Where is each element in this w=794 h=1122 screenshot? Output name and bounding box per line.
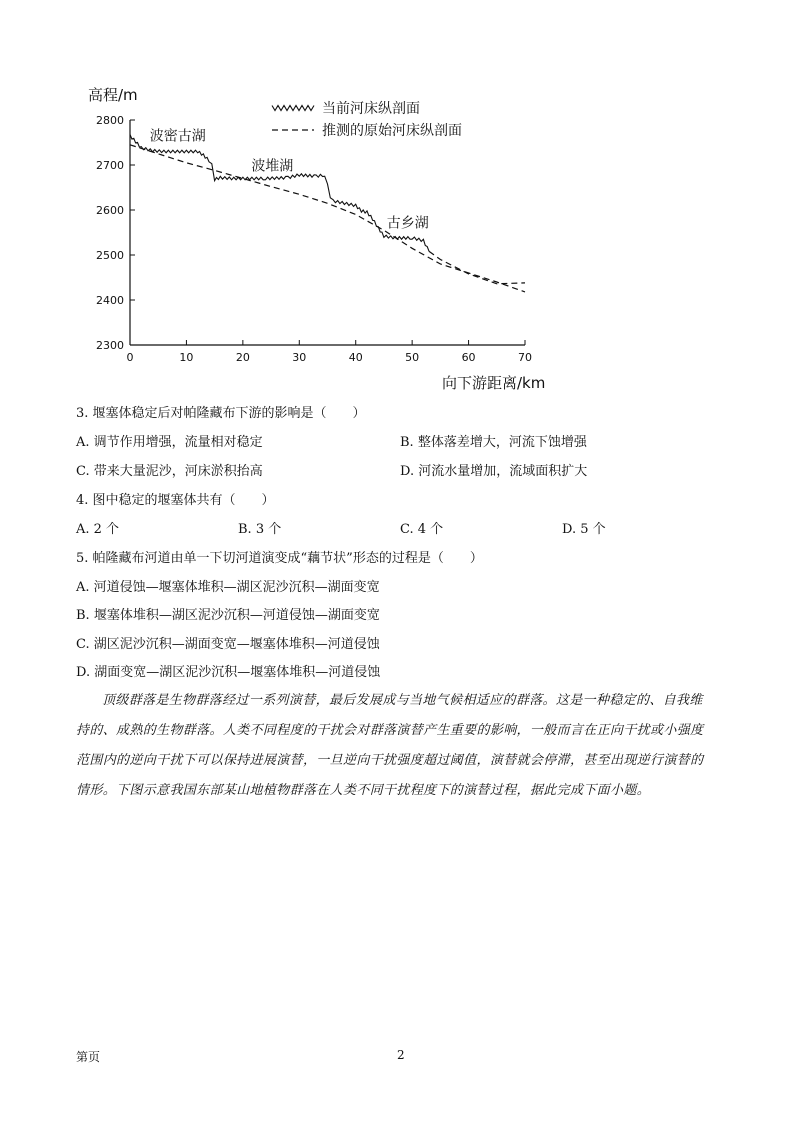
- question-4-option-a[interactable]: A. 2 个: [76, 522, 120, 537]
- question-5-option-c[interactable]: C. 湖区泥沙沉积—湖面变宽—堰塞体堆积—河道侵蚀: [76, 637, 380, 652]
- question-3-option-c[interactable]: C. 带来大量泥沙，河床淤积抬高: [76, 464, 263, 479]
- question-5-option-a[interactable]: A. 河道侵蚀—堰塞体堆积—湖区泥沙沉积—湖面变宽: [76, 580, 380, 595]
- x-axis-label: 向下游距离/km: [442, 374, 546, 392]
- question-4-option-c[interactable]: C. 4 个: [400, 522, 444, 537]
- x-tick-label: 60: [461, 351, 476, 364]
- question-4-stem: 4. 图中稳定的堰塞体共有（ ）: [76, 493, 275, 508]
- x-tick-label: 0: [126, 351, 134, 364]
- question-5-option-d[interactable]: D. 湖面变宽—湖区泥沙沉积—堰塞体堆积—河道侵蚀: [76, 665, 381, 680]
- question-4-option-d[interactable]: D. 5 个: [562, 522, 606, 537]
- elevation-profile-chart: [60, 80, 580, 400]
- question-3-option-d[interactable]: D. 河流水量增加，流域面积扩大: [400, 464, 588, 479]
- lake-annotation: 波堆湖: [251, 158, 294, 175]
- question-3-stem: 3. 堰塞体稳定后对帕隆藏布下游的影响是（ ）: [76, 406, 366, 421]
- y-tick-label: 2700: [96, 159, 124, 172]
- y-tick-label: 2300: [96, 339, 124, 352]
- y-tick-label: 2600: [96, 204, 124, 217]
- question-3-option-a[interactable]: A. 调节作用增强，流量相对稳定: [76, 435, 263, 450]
- legend-original-label: 推测的原始河床纵剖面: [322, 123, 462, 139]
- x-tick-label: 40: [348, 351, 363, 364]
- x-tick-label: 20: [235, 351, 250, 364]
- y-tick-label: 2400: [96, 294, 124, 307]
- y-tick-label: 2800: [96, 114, 124, 127]
- series-original-riverbed-line-1: [130, 145, 525, 292]
- legend-current-label: 当前河床纵剖面: [322, 101, 420, 117]
- x-tick-label: 70: [518, 351, 532, 364]
- lake-annotation: 波密古湖: [149, 128, 206, 145]
- x-tick-label: 30: [292, 351, 307, 364]
- lake-annotation: 古乡湖: [386, 215, 429, 232]
- legend-current-swatch: [272, 106, 314, 111]
- footer-label: 第页: [76, 1050, 101, 1064]
- question-3-option-b[interactable]: B. 整体落差增大，河流下蚀增强: [400, 435, 587, 450]
- series-current-riverbed-line: [130, 135, 429, 252]
- question-4-option-b[interactable]: B. 3 个: [238, 522, 282, 537]
- series-original-riverbed-line-2: [429, 251, 525, 283]
- y-axis-label: 高程/m: [88, 86, 138, 104]
- question-5-option-b[interactable]: B. 堰塞体堆积—湖区泥沙沉积—河道侵蚀—湖面变宽: [76, 608, 380, 623]
- question-5-stem: 5. 帕隆藏布河道由单一下切河道演变成“藕节状”形态的过程是（ ）: [76, 551, 483, 566]
- page-number: 2: [397, 1048, 405, 1062]
- passage-paragraph: 顶级群落是生物群落经过一系列演替，最后发展成与当地气候相适应的群落。这是一种稳定的、自我维持的、成熟的生物群落。人类不同程度的干扰会对群落演替产生重要的影响，一般而言在正向干扰或小强度范围内的逆向干扰下可以保持进展演替，一旦逆向干扰强度超过阈值，演替就会停滞，甚至出现逆行演替的情形。下图示意我国东部某山地植物群落在人类不同干扰程度下的演替过程，据此完成下面小题。: [76, 693, 704, 798]
- x-tick-label: 10: [179, 351, 194, 364]
- x-tick-label: 50: [405, 351, 420, 364]
- y-tick-label: 2500: [96, 249, 124, 262]
